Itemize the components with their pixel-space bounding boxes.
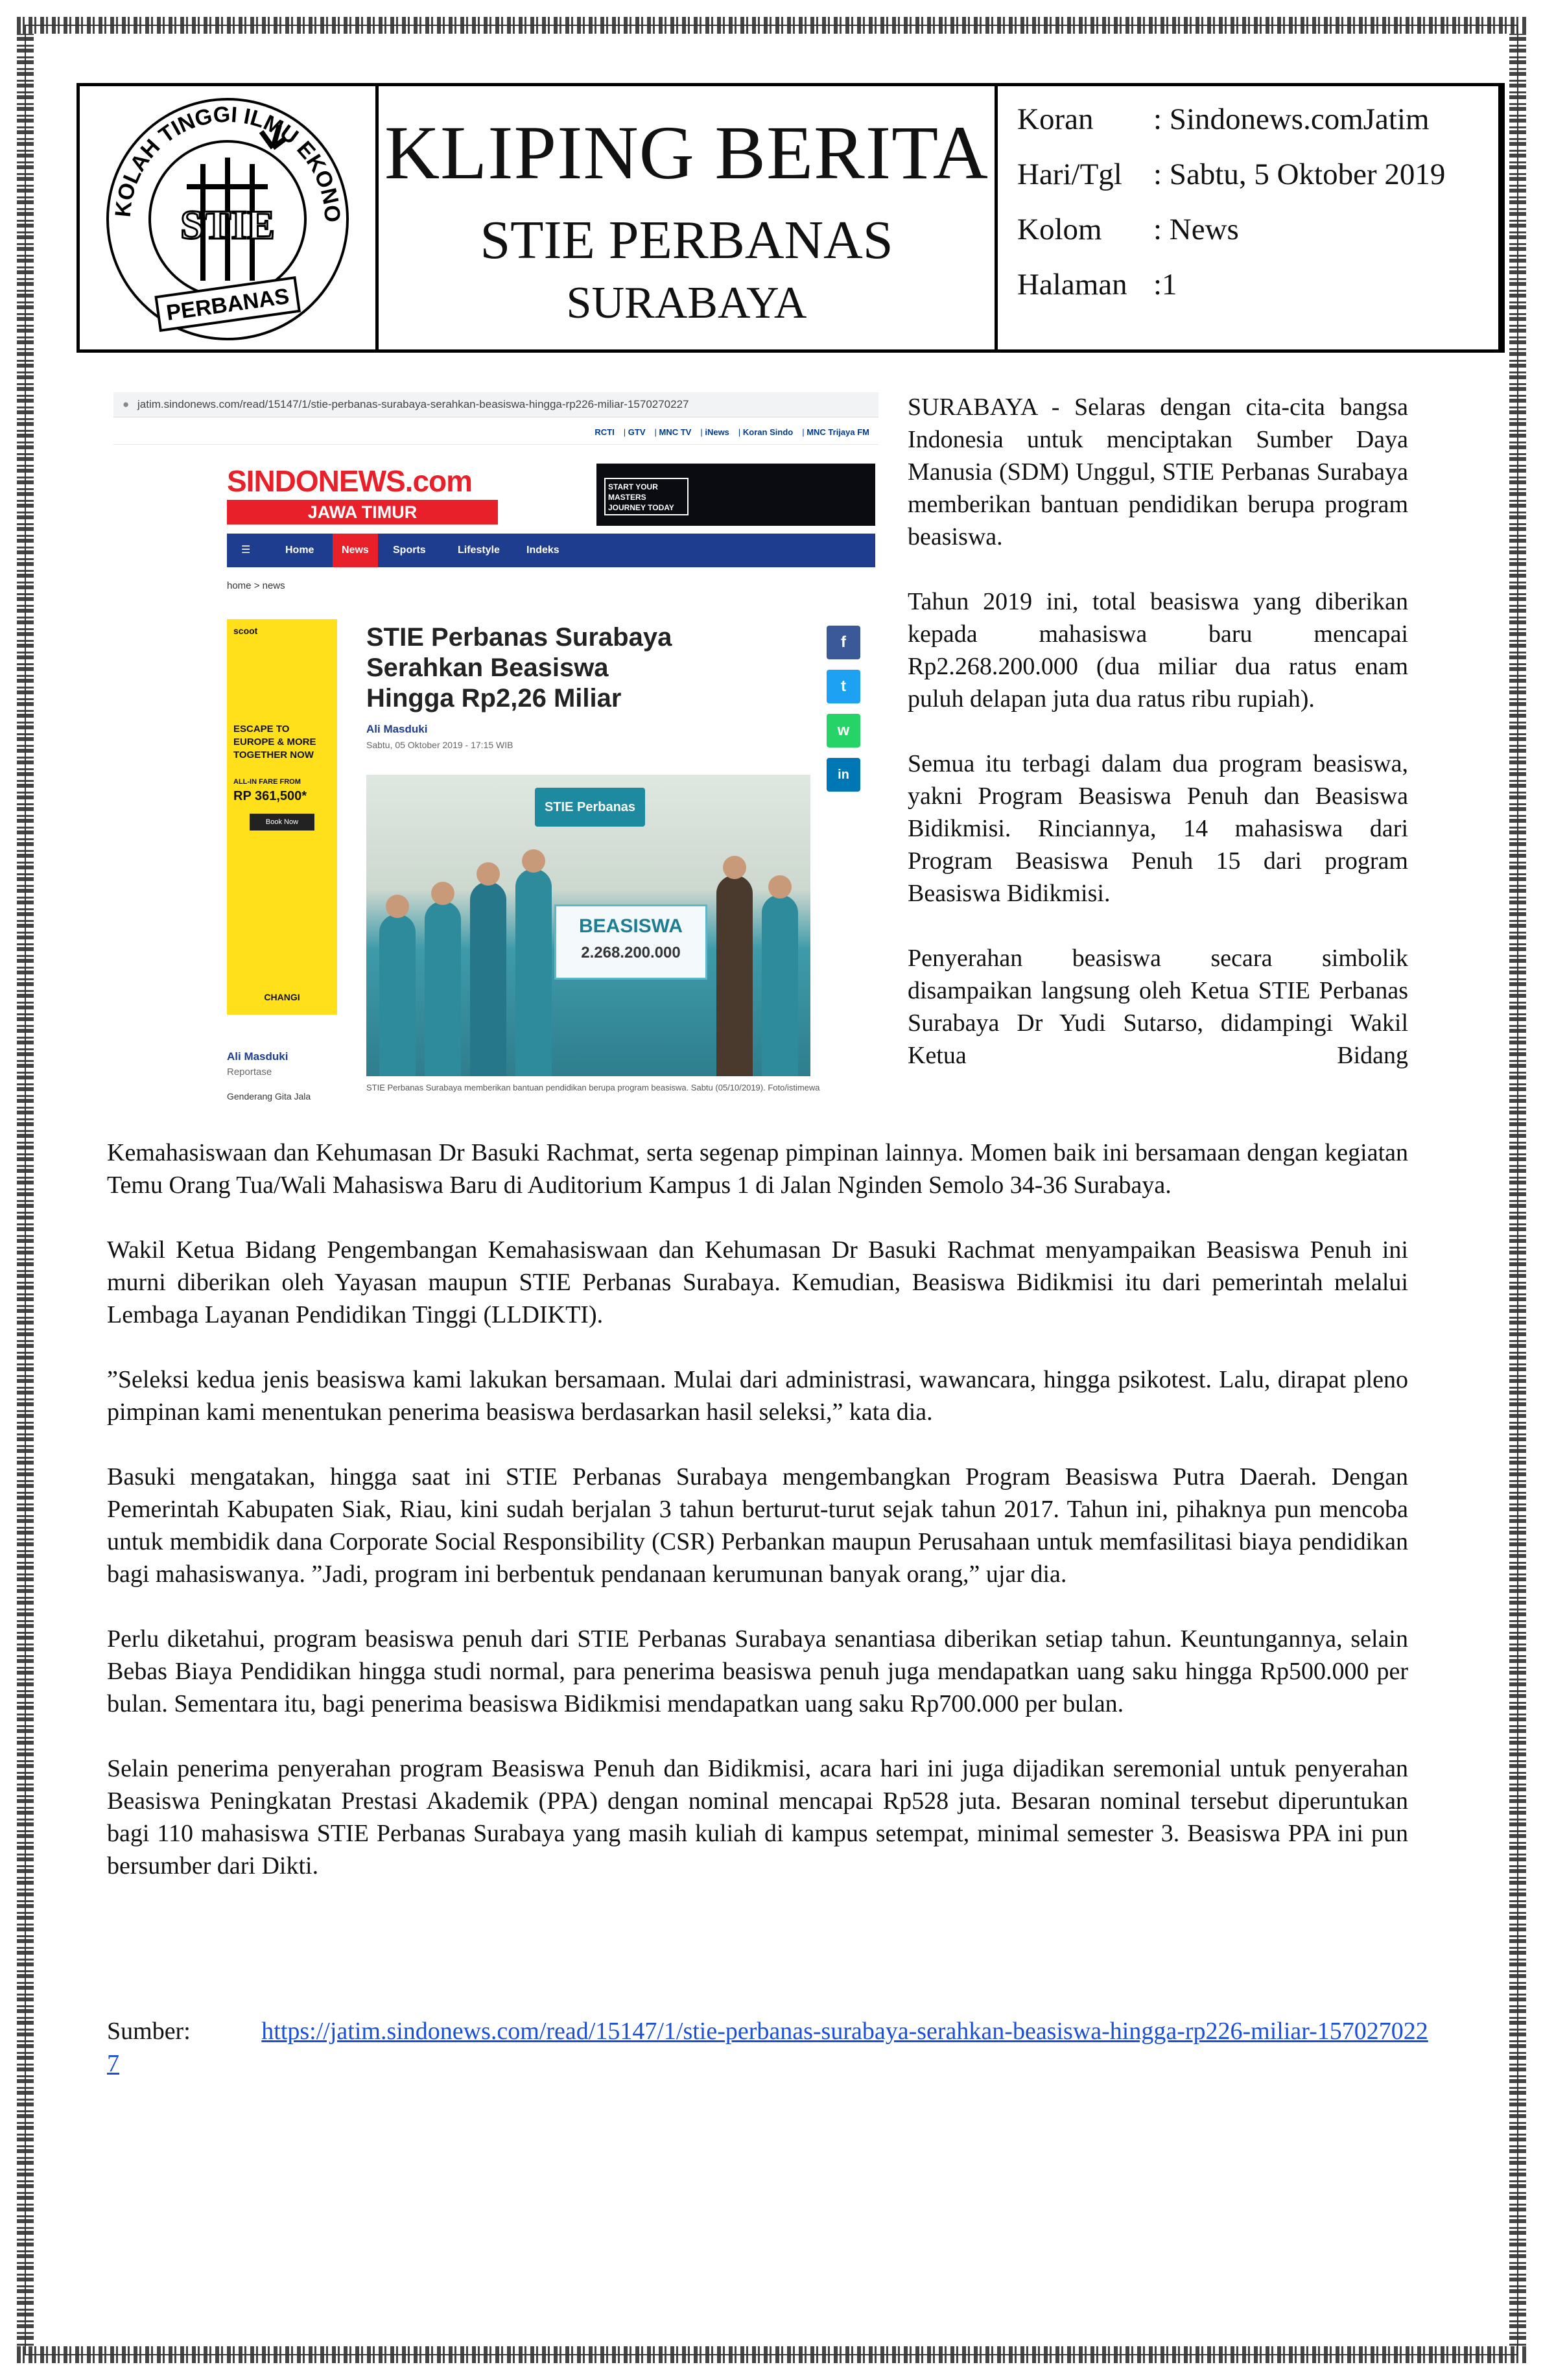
paragraph: SURABAYA - Selaras dengan cita-cita bangsa Indonesia untuk menciptakan Sumber Daya Manusia (SDM) Unggul, STIE Perbanas Surabaya memberikan bantuan pendidikan berupa program beasiswa. bbox=[908, 394, 1408, 550]
meta-kolom: Kolom : News bbox=[1017, 213, 1239, 246]
paragraph: ”Seleksi kedua jenis beasiswa kami lakukan bersamaan. Mulai dari administrasi, wawancara, hingga psikotest. Lalu, dirapat pleno pimpinan kami menentukan penerima beasiswa berdasarkan hasil seleksi,” kata dia. bbox=[107, 1366, 1408, 1426]
logo-cell bbox=[80, 86, 379, 349]
paragraph: Penyerahan beasiswa secara simbolik disampaikan langsung oleh Ketua STIE Perbanas Surabaya Dr Yudi Sutarso, didampingi Wakil Ketua Bidang bbox=[908, 945, 1408, 1069]
clipping-title: KLIPING BERITA bbox=[384, 110, 989, 195]
paragraph: Wakil Ketua Bidang Pengembangan Kemahasiswaan dan Kehumasan Dr Basuki Rachmat menyampaikan Beasiswa Penuh ini murni diberikan oleh Yayasan maupun STIE Perbanas Surabaya. Kemudian, Beasiswa Bidikmisi itu dari pemerintah melalui Lembaga Layanan Pendidikan Tinggi (LLDIKTI). bbox=[107, 1236, 1408, 1328]
side-ad-footer: CHANGI bbox=[264, 992, 300, 1002]
address-url: jatim.sindonews.com/read/15147/1/stie-perbanas-surabaya-serahkan-beasiswa-hingga-rp226-miliar-1570270227 bbox=[137, 398, 689, 410]
meta-koran: Koran : Sindonews.comJatim bbox=[1017, 102, 1430, 136]
article-photo bbox=[366, 775, 810, 1076]
photo-caption: STIE Perbanas Surabaya memberikan bantuan pendidikan berupa program beasiswa. Sabtu (05/10/2019). Foto/istimewa bbox=[366, 1083, 820, 1092]
paragraph-continuation: Kemahasiswaan dan Kehumasan Dr Basuki Rachmat, serta segenap pimpinan lainnya. Momen baik ini bersamaan dengan kegiatan Temu Orang Tua/Wali Mahasiswa Baru di Auditorium Kampus 1 di Jalan Nginden Semolo 34-36 Surabaya. bbox=[107, 1139, 1408, 1199]
institution-city: SURABAYA bbox=[566, 278, 807, 328]
side-ad-headline: ESCAPE TO EUROPE & MORE TOGETHER NOW bbox=[233, 724, 316, 760]
network-link[interactable]: RCTI bbox=[595, 427, 615, 437]
facebook-share-icon[interactable]: f bbox=[827, 626, 860, 659]
linkedin-share-icon[interactable]: in bbox=[827, 758, 860, 792]
site-region: JAWA TIMUR bbox=[227, 500, 498, 524]
side-ad-fare: RP 361,500* bbox=[233, 789, 307, 803]
nav-sports[interactable]: Sports bbox=[393, 545, 426, 556]
meta-halaman: Halaman :1 bbox=[1017, 268, 1177, 301]
twitter-share-icon[interactable]: t bbox=[827, 670, 860, 703]
source-link[interactable]: https://jatim.sindonews.com/read/15147/1/stie-perbanas-surabaya-serahkan-beasiswa-hingga-rp226-miliar-1570270227 bbox=[107, 2018, 1428, 2077]
main-nav bbox=[227, 534, 875, 567]
clipping-header bbox=[77, 83, 1502, 353]
nav-indeks[interactable]: Indeks bbox=[526, 545, 559, 556]
network-links: RCTI | GTV | MNC TV | iNews | Koran Sindo | MNC Trijaya FM bbox=[113, 421, 878, 445]
network-link[interactable]: GTV bbox=[628, 427, 646, 437]
article-date: Sabtu, 05 Oktober 2019 - 17:15 WIB bbox=[366, 740, 513, 750]
article-column bbox=[908, 391, 1408, 1072]
side-ad[interactable] bbox=[227, 619, 337, 1015]
title-cell bbox=[379, 86, 995, 349]
photo-backdrop-logo: STIE Perbanas bbox=[535, 788, 645, 827]
logo-center-text: STIE bbox=[180, 202, 275, 248]
network-link[interactable]: Koran Sindo bbox=[742, 427, 794, 437]
article-headline: STIE Perbanas Surabaya Serahkan Beasiswa Hingga Rp2,26 Miliar bbox=[366, 623, 672, 713]
nav-home[interactable]: Home bbox=[285, 545, 314, 556]
paragraph: Basuki mengatakan, hingga saat ini STIE Perbanas Surabaya mengembangkan Program Beasiswa Putra Daerah. Dengan Pemerintah Kabupaten Siak, Riau, kini sudah berjalan 3 tahun berturut-turut sejak tahun 2017. Tahun ini, pihaknya pun mencoba untuk membidik dana Corporate Social Responsibility (CSR) Perbankan maupun Perusahaan untuk memfasilitasi biaya pendidikan bagi mahasiswanya. ”Jadi, program ini berbentuk pendanaan kerumunan banyak orang,” ujar dia. bbox=[107, 1463, 1408, 1588]
whatsapp-share-icon[interactable]: w bbox=[827, 714, 860, 748]
paragraph: Selain penerima penyerahan program Beasiswa Penuh dan Bidikmisi, acara hari ini juga dijadikan seremonial untuk penyerahan Beasiswa Peningkatan Prestasi Akademik (PPA) dengan nominal mencapai Rp528 juta. Besaran nominal tersebut diperuntukan bagi 110 mahasiswa STIE Perbanas Surabaya yang masih kuliah di kampus setempat, minimal semester 3. Beasiswa PPA ini pun bersumber dari Dikti. bbox=[107, 1755, 1408, 1879]
stie-perbanas-logo bbox=[80, 86, 375, 349]
sidebar-author-role: Reportase bbox=[227, 1066, 272, 1078]
logo-ring-text: KOLAH TINGGI ILMU EKONO bbox=[110, 102, 345, 223]
nav-news[interactable]: News bbox=[333, 534, 378, 567]
institution-name: STIE PERBANAS bbox=[480, 210, 893, 270]
paragraph: Semua itu terbagi dalam dua program beasiswa, yakni Program Beasiswa Penuh dan Beasiswa Bidikmisi. Rinciannya, 14 mahasiswa dari Program Beasiswa Penuh 15 dari program Beasiswa Bidikmisi. bbox=[908, 750, 1408, 907]
sidebar-next-link[interactable]: Genderang Gita Jala bbox=[227, 1091, 311, 1102]
side-ad-fare-label: ALL-IN FARE FROM bbox=[233, 778, 301, 786]
paragraph: Tahun 2019 ini, total beasiswa yang diberikan kepada mahasiswa baru mencapai Rp2.268.200.000 (dua miliar dua ratus enam puluh delapan juta dua ratus ribu rupiah). bbox=[908, 588, 1408, 713]
paragraph: Perlu diketahui, program beasiswa penuh dari STIE Perbanas Surabaya senantiasa diberikan setiap tahun. Keuntungannya, selain Bebas Biaya Pendidikan hingga studi normal, para penerima beasiswa penuh juga mendapatkan uang saku hingga Rp500.000 per bulan. Sementara itu, bagi penerima beasiswa Bidikmisi mendapatkan uang saku Rp700.000 per bulan. bbox=[107, 1625, 1408, 1717]
scholarship-banner: BEASISWA 2.268.200.000 bbox=[554, 904, 707, 980]
banner-ad-text: START YOUR MASTERS JOURNEY TODAY bbox=[604, 478, 689, 515]
metadata-cell bbox=[995, 83, 1505, 353]
article-body bbox=[107, 1137, 1408, 1882]
article-author[interactable]: Ali Masduki bbox=[366, 723, 428, 735]
sidebar-author[interactable]: Ali Masduki bbox=[227, 1050, 289, 1063]
network-link[interactable]: iNews bbox=[705, 427, 729, 437]
source-line bbox=[107, 2015, 1436, 2080]
news-screenshot bbox=[113, 392, 878, 1105]
network-link[interactable]: MNC Trijaya FM bbox=[807, 427, 869, 437]
banner-ad[interactable] bbox=[596, 464, 875, 526]
address-bar bbox=[113, 392, 878, 418]
side-ad-brand: scoot bbox=[233, 626, 258, 636]
logo-bottom-text: PERBANAS bbox=[165, 283, 291, 326]
menu-icon[interactable]: ☰ bbox=[241, 545, 251, 556]
side-ad-book-button[interactable]: Book Now bbox=[250, 814, 314, 831]
meta-date: Hari/Tgl : Sabtu, 5 Oktober 2019 bbox=[1017, 158, 1446, 191]
site-brand[interactable]: SINDONEWS.com bbox=[227, 464, 473, 498]
source-label: Sumber: bbox=[107, 2018, 191, 2045]
network-link[interactable]: MNC TV bbox=[659, 427, 692, 437]
nav-lifestyle[interactable]: Lifestyle bbox=[458, 545, 500, 556]
breadcrumb[interactable]: home > news bbox=[227, 580, 285, 591]
lock-icon: ● bbox=[123, 398, 130, 410]
